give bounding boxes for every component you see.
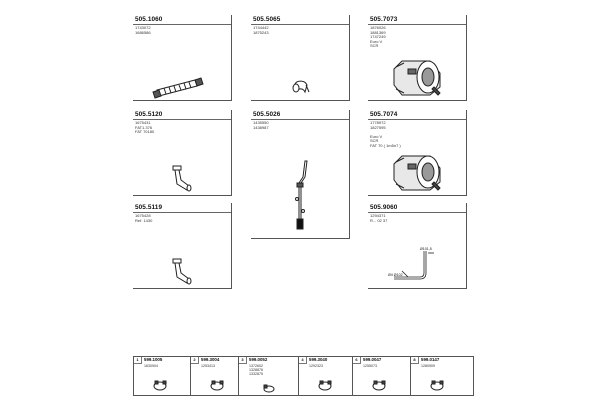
part-card-505-7074 [368,110,467,196]
item-number: 4 [299,357,307,364]
part-card-505-5120 [133,110,232,196]
part-code: 599.3004 [201,357,220,362]
part-code: 505.5119 [133,203,231,213]
silencer-icon [368,152,466,194]
hardware-cell [133,356,197,396]
pipe-bend-icon [133,253,231,288]
part-refs: 1280909 [421,364,435,368]
part-code: 505.7073 [368,15,466,25]
part-card-505-1060 [133,15,232,101]
part-code: 505.5065 [251,15,349,25]
silencer-icon [368,57,466,99]
tail-pipe-icon [251,155,349,235]
part-refs: 1372602 1328876 1332875 [249,364,263,376]
bent-pipe-diagram-icon [368,243,466,288]
item-number: 3 [239,357,247,364]
part-refs: 1253413 [201,364,215,368]
part-code: 599.1005 [144,357,163,362]
part-card-505-5119 [133,203,232,289]
part-refs: 1675431 FAT1.376 FAT 70180 [135,120,155,135]
part-refs: 1876026 1881369 1747249 Euro V SCR [370,25,386,49]
part-code: 599.3040 [309,357,328,362]
clamp-icon [353,357,415,395]
item-number: 8 [411,357,419,364]
pipe-elbow-icon [251,70,349,100]
item-number: 2 [191,357,199,364]
part-code: 505.5120 [133,110,231,120]
part-card-505-9060 [368,203,467,289]
part-refs: 1675428 Ref. 1430 [135,213,153,223]
item-number: 1 [134,357,142,364]
diameter-label: Ø4 Ø102 [388,273,403,277]
part-card-505-7073 [368,15,467,101]
part-card-505-5065 [251,15,350,101]
part-refs: 1255073 [363,364,377,368]
flex-pipe-icon [133,70,231,105]
part-refs: 1435550 1438987 [253,120,269,130]
clamp-icon [239,357,301,395]
hardware-cell [352,356,416,396]
clamp-icon [134,357,196,395]
pipe-bend-icon [133,160,231,195]
part-refs: 1744442 1875243 [253,25,269,35]
item-number: 6 [353,357,361,364]
part-code: 599.0047 [363,357,382,362]
part-code: 505.1060 [133,15,231,25]
diameter-label: Ø101,5 [420,247,432,251]
part-code: 599.0052 [249,357,268,362]
part-code: 505.5026 [251,110,349,120]
part-code: 599.0147 [421,357,440,362]
hardware-cell [238,356,302,396]
hardware-cell [410,356,474,396]
part-refs: 1630904 [144,364,158,368]
part-code: 505.9060 [368,203,466,213]
part-card-505-5026 [251,110,350,239]
part-code: 505.7074 [368,110,466,120]
part-refs: 1778972 1827595 Euro V SCR FAT 70 ( 1m5n7 ) [370,120,401,148]
clamp-icon [411,357,473,395]
part-refs: 1294371 R... 02 37 [370,213,388,223]
part-refs: 1743072 1686586 [135,25,151,35]
part-refs: 1292323 [309,364,323,368]
